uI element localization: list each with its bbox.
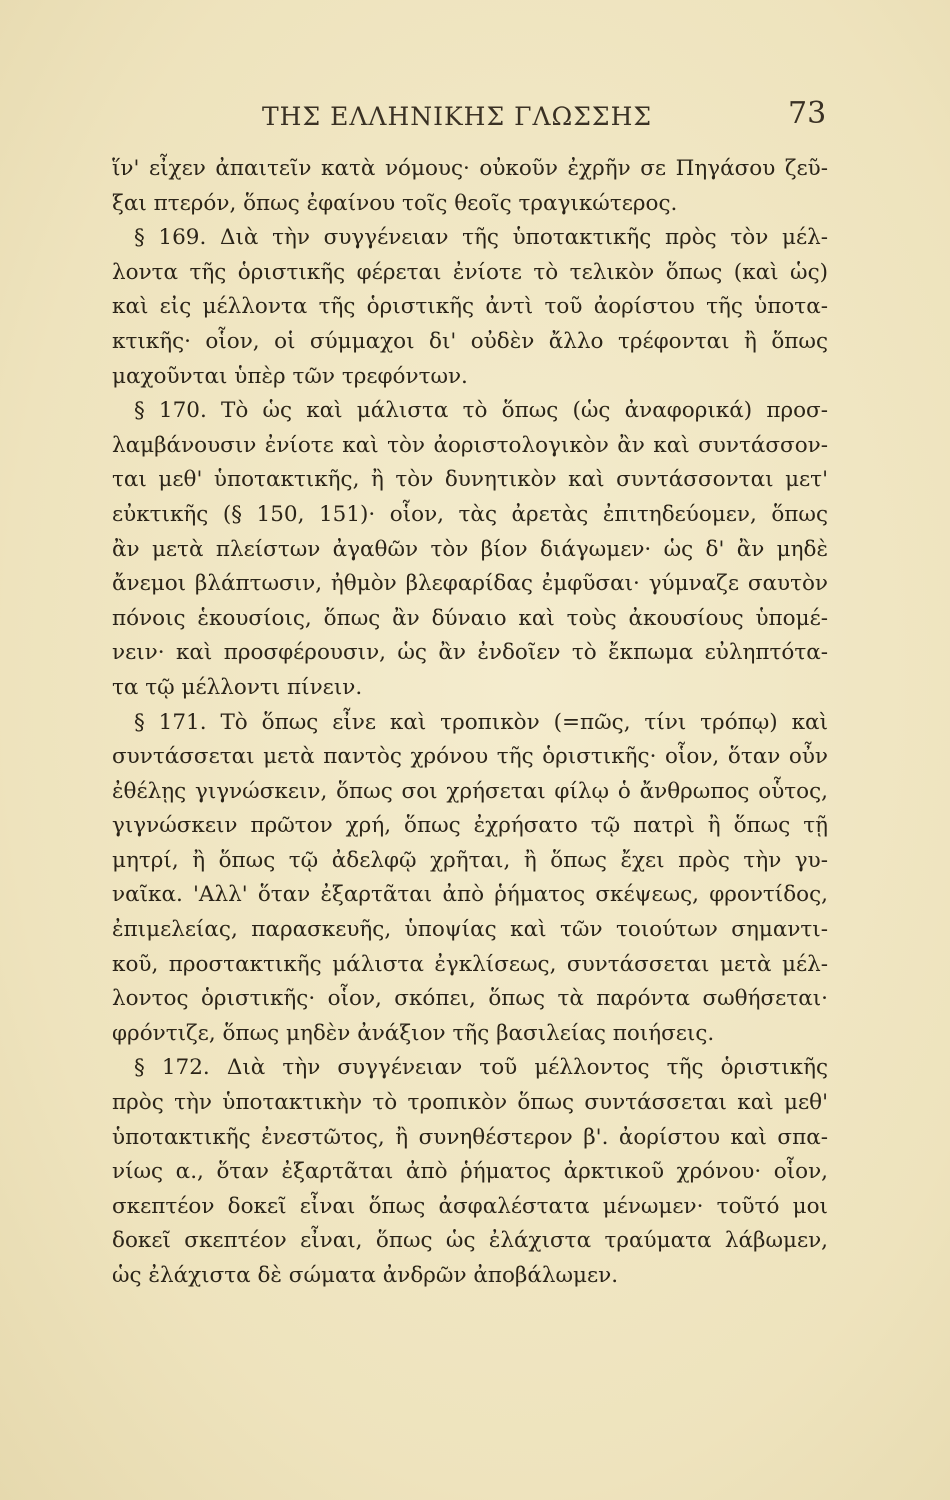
text-line: λοντα τῆς ὁριστικῆς φέρεται ἐνίοτε τὸ τελικὸν ὅπως (καὶ ὡς)	[112, 259, 828, 285]
text-line: ἐθέλῃς γιγνώσκειν, ὅπως σοι χρήσεται φίλῳ ὁ ἄνθρωπος οὗτος,	[112, 778, 828, 804]
text-line: ὑποτακτικῆς ἐνεστῶτος, ἢ συνηθέστερον β'. ἀορίστου καὶ σπα-	[112, 1124, 828, 1150]
page-number: 73	[788, 96, 827, 131]
text-line: εὐκτικῆς (§ 150, 151)· οἷον, τὰς ἀρετὰς ἐπιτηδεύομεν, ὅπως	[112, 501, 828, 527]
text-line: τα τῷ μέλλοντι πίνειν.	[112, 674, 363, 700]
text-line: πόνοις ἑκουσίοις, ὅπως ἂν δύναιο καὶ τοὺς ἀκουσίους ὑπομέ-	[112, 605, 828, 631]
text-line: § 171. Τὸ ὅπως εἶνε καὶ τροπικὸν (=πῶς, τίνι τρόπῳ) καὶ	[134, 709, 828, 735]
text-line: ἂν μετὰ πλείστων ἀγαθῶν τὸν βίον διάγωμεν· ὡς δ' ἂν μηδὲ	[112, 536, 828, 562]
text-line: ἵν' εἶχεν ἀπαιτεῖν κατὰ νόμους· οὐκοῦν ἐχρῆν σε Πηγάσου ζεῦ-	[112, 156, 828, 181]
text-line: γιγνώσκειν πρῶτον χρή, ὅπως ἐχρήσατο τῷ πατρὶ ἢ ὅπως τῇ	[112, 813, 828, 839]
text-line: καὶ εἰς μέλλοντα τῆς ὁριστικῆς ἀντὶ τοῦ ἀορίστου τῆς ὑποτα-	[112, 294, 828, 320]
text-line: λαμβάνουσιν ἐνίοτε καὶ τὸν ἀοριστολογικὸν ἂν καὶ συντάσσον-	[112, 432, 828, 458]
text-line: ξαι πτερόν, ὅπως ἐφαίνου τοῖς θεοῖς τραγικώτερος.	[112, 190, 678, 216]
text-line: δοκεῖ σκεπτέον εἶναι, ὅπως ὡς ἐλάχιστα τραύματα λάβωμεν,	[112, 1228, 828, 1254]
text-line: κτικῆς· οἷον, οἱ σύμμαχοι δι' οὐδὲν ἄλλο τρέφονται ἢ ὅπως	[112, 328, 828, 354]
text-line: § 169. Διὰ τὴν συγγένειαν τῆς ὑποτακτικῆς πρὸς τὸν μέλ-	[134, 225, 828, 251]
text-line: ται μεθ' ὑποτακτικῆς, ἢ τὸν δυνητικὸν καὶ συντάσσονται μετ'	[112, 467, 828, 493]
text-line: νειν· καὶ προσφέρουσιν, ὡς ἂν ἐνδοῖεν τὸ ἔκπωμα εὐληπτότα-	[112, 640, 828, 666]
text-line: ἐπιμελείας, παρασκευῆς, ὑποψίας καὶ τῶν τοιούτων σημαντι-	[112, 917, 828, 943]
text-line: σκεπτέον δοκεῖ εἶναι ὅπως ἀσφαλέστατα μένωμεν· τοῦτό μοι	[112, 1193, 828, 1219]
text-line: § 172. Διὰ τὴν συγγένειαν τοῦ μέλλοντος τῆς ὁριστικῆς	[134, 1055, 828, 1081]
text-line: ναῖκα. 'Αλλ' ὅταν ἐξαρτᾶται ἀπὸ ῥήματος σκέψεως, φροντίδος,	[112, 882, 828, 908]
text-line: φρόντιζε, ὅπως μηδὲν ἀνάξιον τῆς βασιλείας ποιήσεις.	[112, 1020, 715, 1046]
text-line: πρὸς τὴν ὑποτακτικὴν τὸ τροπικὸν ὅπως συντάσσεται καὶ μεθ'	[112, 1090, 828, 1116]
text-line: μαχοῦνται ὑπὲρ τῶν τρεφόντων.	[112, 363, 468, 389]
body-text	[112, 152, 828, 1294]
text-line: ἄνεμοι βλάπτωσιν, ἠθμὸν βλεφαρίδας ἐμφῦσαι· γύμναζε σαυτὸν	[112, 571, 828, 597]
text-line: νίως α., ὅταν ἐξαρτᾶται ἀπὸ ῥήματος ἀρκτικοῦ χρόνου· οἷον,	[112, 1159, 828, 1185]
text-line: § 170. Τὸ ὡς καὶ μάλιστα τὸ ὅπως (ὡς ἀναφορικά) προσ-	[134, 398, 828, 424]
running-head	[0, 96, 950, 136]
text-line: κοῦ, προστακτικῆς μάλιστα ἐγκλίσεως, συντάσσεται μετὰ μέλ-	[112, 951, 828, 977]
text-line: ὡς ἐλάχιστα δὲ σώματα ἀνδρῶν ἀποβάλωμεν.	[112, 1263, 619, 1288]
text-line: συντάσσεται μετὰ παντὸς χρόνου τῆς ὁριστικῆς· οἷον, ὅταν οὖν	[112, 744, 828, 770]
text-line: λοντος ὁριστικῆς· οἷον, σκόπει, ὅπως τὰ παρόντα σωθήσεται·	[112, 986, 828, 1012]
running-title: ΤΗΣ ΕΛΛΗΝΙΚΗΣ ΓΛΩΣΣΗΣ	[262, 102, 653, 131]
text-line: μητρί, ἢ ὅπως τῷ ἀδελφῷ χρῆται, ἢ ὅπως ἔχει πρὸς τὴν γυ-	[112, 847, 828, 873]
